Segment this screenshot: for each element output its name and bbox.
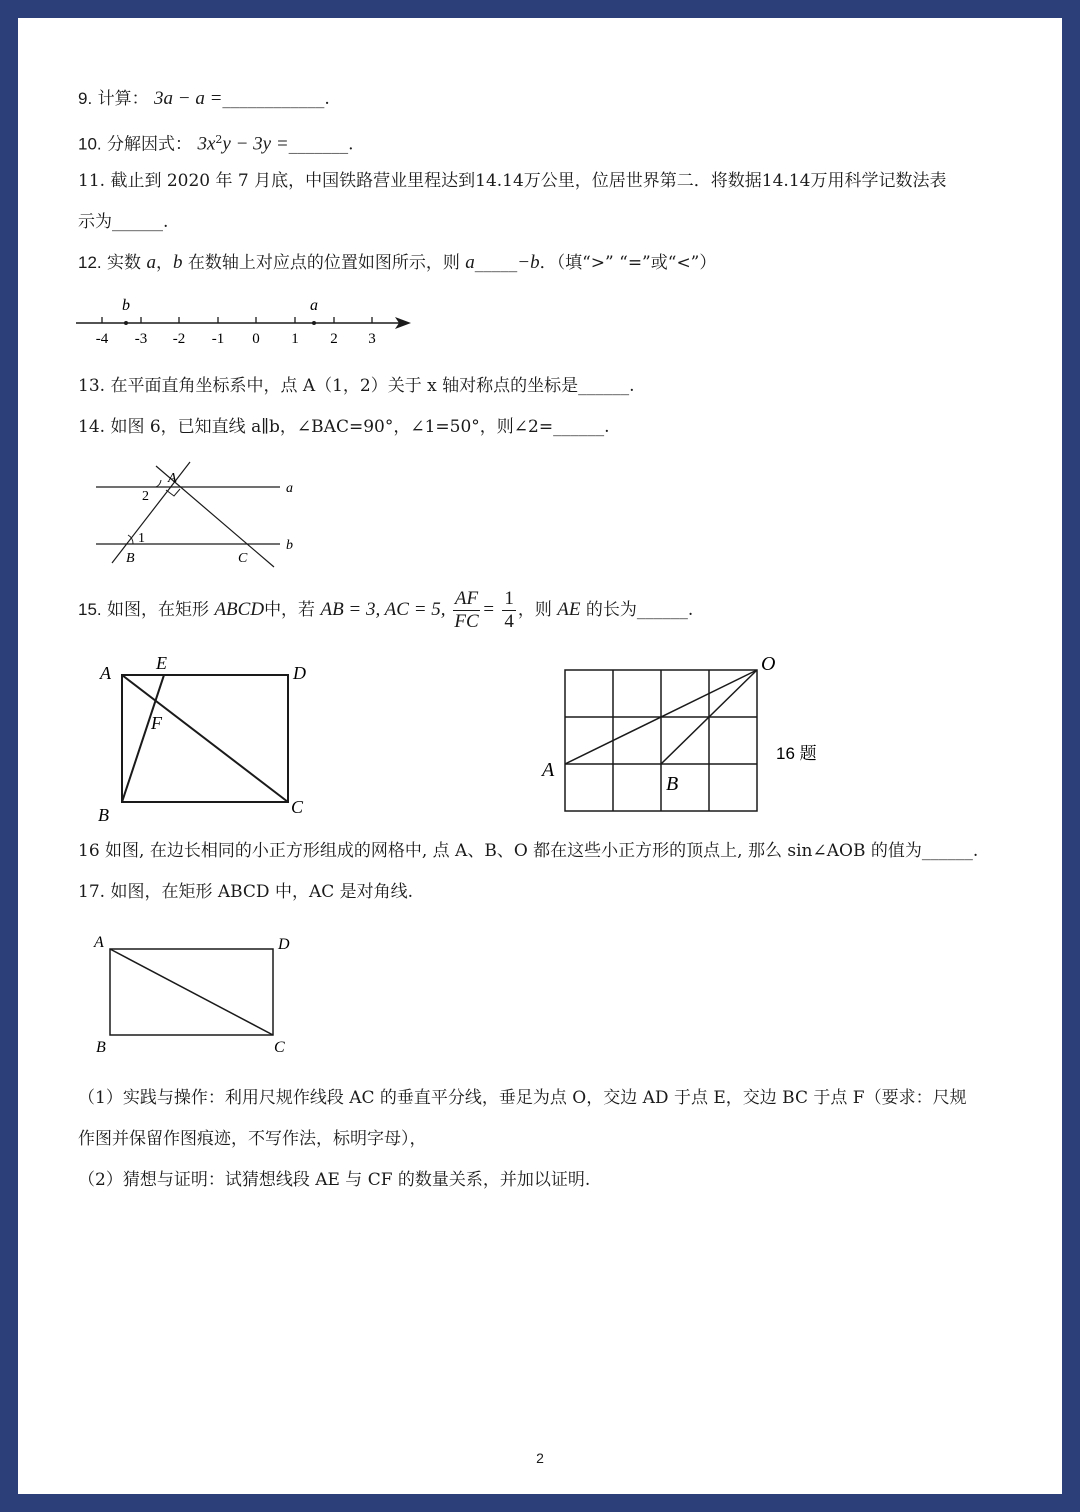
variable: a: [465, 252, 475, 273]
angle-2-arc: [156, 480, 161, 487]
point-a-label: A: [542, 759, 555, 781]
segment-be: [122, 675, 164, 802]
point-a-label: A: [100, 663, 111, 683]
point-a-dot: [312, 321, 316, 325]
question-10: [78, 129, 354, 156]
question-text: 的长为______.: [585, 600, 694, 620]
fraction-denominator: FC: [454, 611, 479, 632]
punctuation: ，: [155, 253, 173, 273]
question-text: 计算：: [97, 89, 149, 109]
question-12: [78, 252, 716, 274]
question-number: 12.: [78, 253, 102, 272]
point-d-label: D: [278, 936, 290, 953]
rectangle-abcd-figure: [90, 651, 340, 821]
fraction-numerator: AF: [454, 588, 479, 609]
point-c-label: C: [291, 797, 304, 817]
question-text: ．（填“>” “=”或“<”）: [539, 253, 717, 273]
number-line-figure: [73, 296, 418, 348]
point-c-label: C: [238, 551, 248, 566]
question-17: 17. 如图，在矩形 ABCD 中，AC 是对角线.: [78, 882, 414, 902]
exam-page: [18, 18, 1062, 1494]
question-number: 9.: [78, 89, 93, 108]
point-a-label: a: [310, 297, 318, 314]
diagonal-ac: [122, 675, 288, 802]
point-a-label: A: [94, 934, 104, 951]
point-b-dot: [124, 321, 128, 325]
point-c-label: C: [274, 1039, 285, 1056]
point-b-label: B: [96, 1039, 106, 1056]
tick-label: -3: [134, 331, 148, 347]
grid-figure: [538, 651, 838, 821]
grid-lines: [565, 670, 757, 811]
point-o-label: O: [761, 653, 776, 675]
question-text: 如图，在矩形: [107, 600, 210, 620]
math-expression: AB = 3, AC = 5,: [320, 599, 446, 620]
fraction-numerator: 1: [504, 588, 514, 609]
variable: b: [172, 252, 183, 273]
math-expression: y − 3y =: [222, 133, 289, 155]
tick-label: 3: [368, 331, 376, 347]
point-f-label: F: [151, 713, 162, 733]
question-text: ，则: [517, 600, 552, 620]
tick-label: -4: [95, 331, 109, 347]
tick-label: 1: [291, 331, 299, 347]
tick-label: -1: [211, 331, 225, 347]
math-expression: 3x: [197, 133, 216, 155]
point-b-label: B: [126, 551, 135, 566]
question-17-part-1-line-1: （1）实践与操作：利用尺规作线段 AC 的垂直平分线，垂足为点 O，交边 AD 于点 E，交边 BC 于点 F（要求：尺规: [78, 1088, 967, 1108]
punctuation: .: [348, 134, 354, 155]
fraction-one-quarter: [502, 588, 516, 633]
point-b-label: B: [666, 773, 679, 795]
fraction-af-fc: [453, 588, 480, 633]
angle-1-label: 1: [138, 531, 145, 546]
punctuation: .: [324, 89, 330, 109]
question-9: [78, 88, 330, 110]
answer-blank: _______: [288, 134, 349, 155]
angle-2-label: 2: [142, 489, 149, 504]
question-text: 中，若: [264, 600, 316, 620]
point-a-label: A: [168, 471, 177, 486]
question-17-part-1-line-2: 作图并保留作图痕迹，不写作法，标明字母），: [78, 1129, 427, 1149]
line-ab: [112, 462, 190, 563]
question-text: 分解因式：: [107, 134, 193, 155]
rectangle-ac-figure: [90, 931, 320, 1061]
fraction-denominator: 4: [504, 611, 514, 632]
question-text: 在数轴上对应点的位置如图所示，则: [187, 253, 460, 273]
question-number: 15.: [78, 600, 102, 619]
variable: a: [146, 252, 156, 273]
exponent: 2: [215, 133, 223, 146]
tick-label: 2: [330, 331, 338, 347]
question-17-part-2: （2）猜想与证明：试猜想线段 AE 与 CF 的数量关系，并加以证明.: [78, 1170, 591, 1190]
diagonal-ac: [110, 949, 273, 1035]
tick-label: -2: [172, 331, 186, 347]
question-11-line-1: 11. 截止到 2020 年 7 月底，中国铁路营业里程达到14.14万公里，位居世界第二．将数据14.14万用科学记数法表: [78, 171, 947, 191]
variable: ABCD: [214, 599, 265, 620]
answer-blank: _____: [474, 253, 518, 273]
figure-caption: 16 题: [776, 744, 817, 763]
question-15: [78, 584, 693, 636]
answer-blank: ____________: [222, 89, 325, 109]
question-13: 13. 在平面直角坐标系中，点 A（1，2）关于 x 轴对称点的坐标是______.: [78, 376, 635, 396]
point-b-label: B: [98, 805, 109, 821]
question-11-line-2: 示为______.: [78, 212, 169, 232]
math-expression: −b: [517, 252, 540, 273]
variable: AE: [557, 599, 581, 620]
point-b-label: b: [122, 297, 130, 314]
parallel-lines-figure: [90, 458, 330, 573]
question-14: 14. 如图 6，已知直线 a∥b，∠BAC=90°，∠1=50°，则∠2=______.: [78, 417, 610, 437]
question-number: 10.: [78, 134, 102, 154]
line-a-label: a: [286, 481, 293, 496]
question-text: 实数: [107, 253, 142, 273]
math-operator: =: [482, 599, 495, 620]
tick-label: 0: [252, 331, 260, 347]
point-e-label: E: [156, 653, 167, 673]
question-16: 16 如图, 在边长相同的小正方形组成的网格中, 点 A、B、O 都在这些小正方形的顶点上, 那么 sin∠AOB 的值为______.: [78, 841, 979, 861]
line-b-label: b: [286, 538, 293, 553]
tick-marks: [102, 317, 372, 323]
math-expression: 3a − a =: [154, 88, 223, 109]
page-number: 2: [536, 1450, 544, 1466]
point-d-label: D: [293, 663, 306, 683]
